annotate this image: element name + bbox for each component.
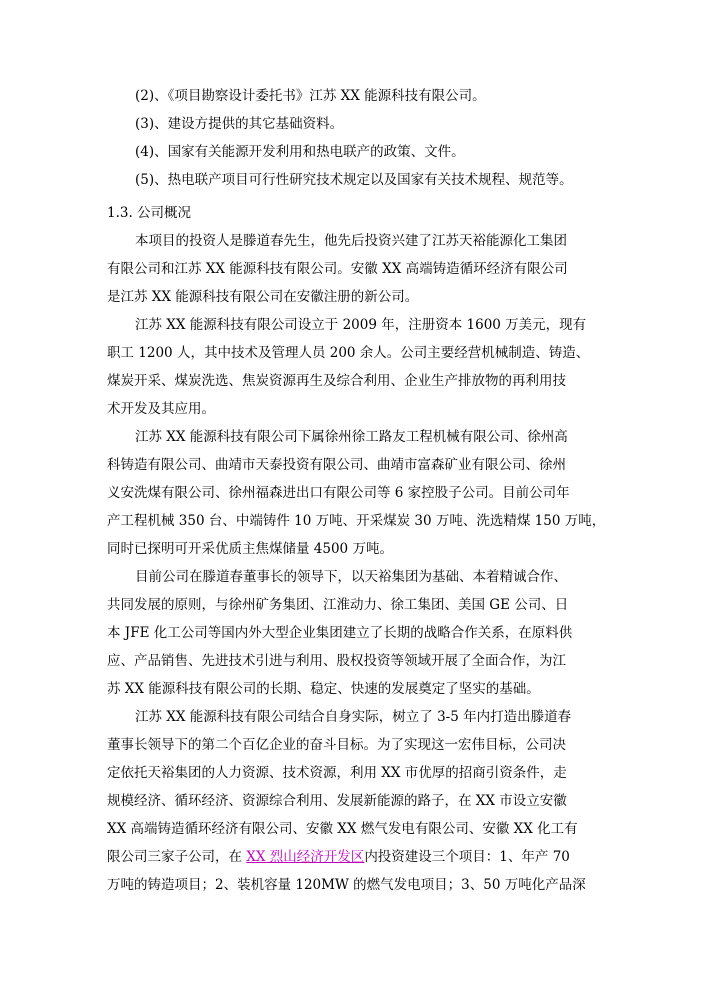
paragraph-5-line-4: 规模经济、循环经济、资源综合利用、发展新能源的路子，在 XX 市设立安徽	[107, 793, 567, 809]
paragraph-4-line-1: 目前公司在滕道春董事长的领导下，以天裕集团为基础、本着精诚合作、	[135, 569, 567, 585]
paragraph-3-line-1: 江苏 XX 能源科技有限公司下属徐州徐工路友工程机械有限公司、徐州高	[135, 429, 568, 445]
paragraph-1-line-3: 是江苏 XX 能源科技有限公司在安徽注册的新公司。	[107, 289, 419, 305]
list-item-4: (4)、国家有关能源开发利用和热电联产的政策、文件。	[135, 144, 465, 160]
list-item-5: (5)、热电联产项目可行性研究技术规定以及国家有关技术规程、规范等。	[135, 172, 573, 188]
paragraph-4-line-5: 苏 XX 能源科技有限公司的长期、稳定、快速的发展奠定了坚实的基础。	[107, 681, 540, 697]
paragraph-5-line-1: 江苏 XX 能源科技有限公司结合自身实际，树立了 3-5 年内打造出滕道春	[135, 709, 572, 725]
paragraph-3-line-4: 产工程机械 350 台、中端铸件 10 万吨、开采煤炭 30 万吨、洗选精煤 150 万吨，	[107, 513, 606, 529]
development-zone-link[interactable]: XX 烈山经济开发区	[246, 849, 365, 865]
paragraph-4-line-2: 共同发展的原则，与徐州矿务集团、江淮动力、徐工集团、美国 GE 公司、日	[107, 597, 569, 613]
paragraph-5-line-6-before: 限公司三家子公司，在	[107, 849, 247, 865]
paragraph-5-line-6-after: 内投资建设三个项目：1、年产 70	[364, 849, 570, 865]
paragraph-5-line-2: 董事长领导下的第二个百亿企业的奋斗目标。为了实现这一宏伟目标，公司决	[107, 737, 566, 753]
list-item-3: (3)、建设方提供的其它基础资料。	[135, 116, 344, 132]
paragraph-4-line-4: 应、产品销售、先进技术引进与利用、股权投资等领域开展了全面合作，为江	[107, 653, 566, 669]
paragraph-1-line-2: 有限公司和江苏 XX 能源科技有限公司。安徽 XX 高端铸造循环经济有限公司	[107, 261, 568, 277]
paragraph-5-line-3: 定依托天裕集团的人力资源、技术资源，利用 XX 市优厚的招商引资条件，走	[107, 765, 567, 781]
paragraph-3-line-3: 义安洗煤有限公司、徐州福森进出口有限公司等 6 家控股子公司。目前公司年	[107, 485, 570, 501]
paragraph-4-line-3: 本 JFE 化工公司等国内外大型企业集团建立了长期的战略合作关系，在原料供	[107, 625, 573, 641]
list-item-2: (2)、《项目勘察设计委托书》江苏 XX 能源科技有限公司。	[135, 88, 486, 104]
paragraph-2-line-4: 术开发及其应用。	[107, 401, 215, 417]
section-heading-company-overview: 1.3. 公司概况	[107, 205, 192, 221]
paragraph-5-line-6	[107, 847, 570, 867]
paragraph-5-line-5: XX 高端铸造循环经济有限公司、安徽 XX 燃气发电有限公司、安徽 XX 化工有	[107, 821, 578, 837]
paragraph-2-line-2: 职工 1200 人，其中技术及管理人员 200 余人。公司主要经营机械制造、铸造、	[107, 345, 590, 361]
paragraph-3-line-5: 同时已探明可开采优质主焦煤储量 4500 万吨。	[107, 541, 393, 557]
paragraph-3-line-2: 科铸造有限公司、曲靖市天泰投资有限公司、曲靖市富森矿业有限公司、徐州	[107, 457, 566, 473]
paragraph-1-line-1: 本项目的投资人是滕道春先生，他先后投资兴建了江苏天裕能源化工集团	[135, 233, 567, 249]
paragraph-5-line-7: 万吨的铸造项目；2、装机容量 120MW 的燃气发电项目；3、50 万吨化产品深	[107, 877, 586, 893]
paragraph-2-line-1: 江苏 XX 能源科技有限公司设立于 2009 年，注册资本 1600 万美元，现有	[135, 317, 587, 333]
paragraph-2-line-3: 煤炭开采、煤炭洗选、焦炭资源再生及综合利用、企业生产排放物的再利用技	[107, 373, 566, 389]
